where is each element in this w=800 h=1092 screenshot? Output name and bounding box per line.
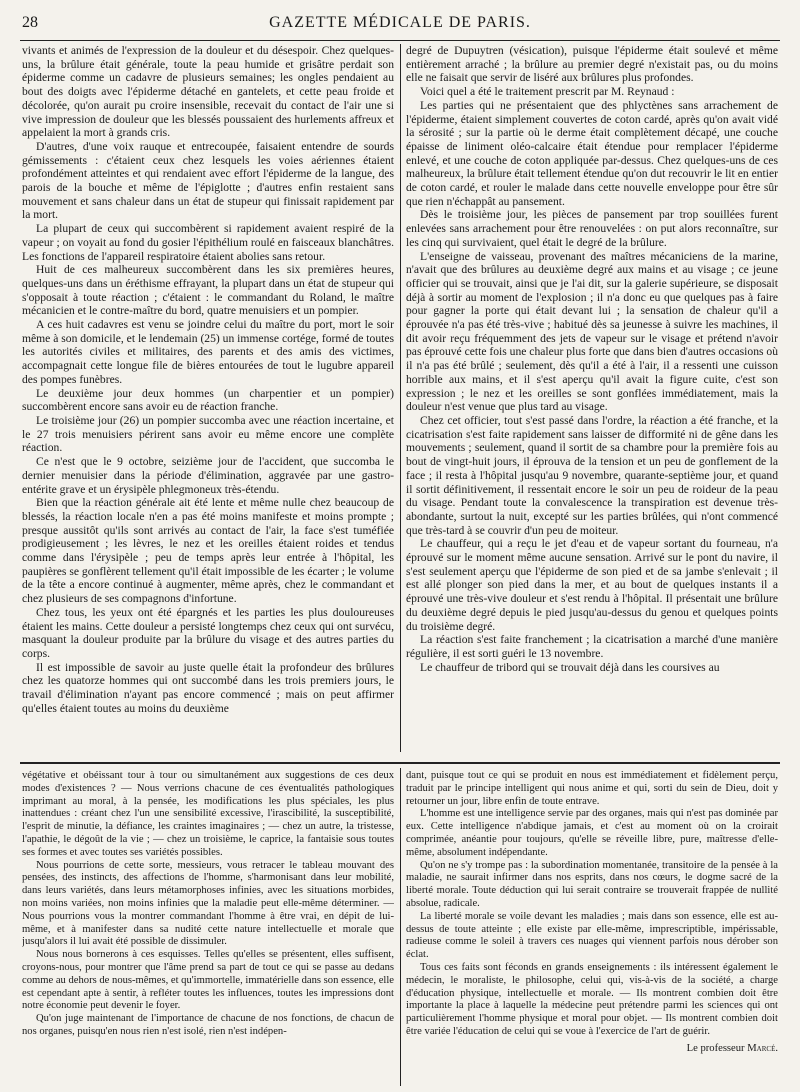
article-paragraph: D'autres, d'une voix rauque et entrecoupée, faisaient entendre de sourds gémissements : c'étaient ceux chez lesquels les voies aériennes étaient profondément atteintes et qui rendaient avec effort l'épiderme de la langue, des parois de la bouche et même de l'épiglotte ; d'autres enfin restaient sans mouvement et sans chaleur dans un état de stupeur qui finissait rapidement par la mort. (22, 139, 394, 222)
article-paragraph: degré de Dupuytren (vésication), puisque l'épiderme était soulevé et même entièrement arraché ; la brûlure au premier degré n'existait pas, ou du moins elle ne faisait que servir de liséré aux brûlures plus profondes. (406, 44, 778, 85)
article-paragraph: Dès le troisième jour, les pièces de pansement par trop souillées furent enlevées sans arrachement pour être renouvelées : on put alors reconnaître, sur les cinq qui survivaient, quel était le degré de la brûlure. (406, 208, 778, 249)
article-paragraph: Le chauffeur, qui a reçu le jet d'eau et de vapeur sortant du fourneau, n'a éprouvé sur le moment même aucune sensation. Arrivé sur le pont du navire, il s'est seulement aperçu que l'épiderme de son pied et de sa jambe s'enlevait ; il est allé plonger son pied dans la mer, et au bout de quelques instants il a éprouvé une très-vive douleur et s'est rendu à l'hôpital. Il présentait une brûlure du deuxième degré depuis le pied jusqu'au-dessus du genou et quelques points du troisième degré. (406, 537, 778, 633)
feuilleton-paragraph: La liberté morale se voile devant les maladies ; mais dans son essence, elle est au-dessus de toute atteinte ; elle existe par elle-même, imprescriptible, impérissable, radieuse comme le soleil à travers ces nuages qui viennent parfois nous dérober son éclat. (406, 910, 778, 961)
article-paragraph: A ces huit cadavres est venu se joindre celui du maître du port, mort le soir même à son domicile, et le lendemain (25) un immense cortége, formé de toutes les autorités civiles et militaires, des parents et des amis des victimes, accompagnait cette longue file de bières entourées de tout le lugubre appareil des pompes funèbres. (22, 318, 394, 386)
signature-prefix: Le professeur (686, 1042, 745, 1054)
article-paragraph: La plupart de ceux qui succombèrent si rapidement avaient respiré de la vapeur ; on voyait au fond du gosier l'épithélium roulé en faisceaux blanchâtres. Les fonctions de l'appareil respiratoire étaient abolies sans retour. (22, 222, 394, 263)
article-paragraph: Ce n'est que le 9 octobre, seizième jour de l'accident, que succomba le dernier menuisier dans la période d'élimination, aggravée par une gastro-entérite grave et un érysipèle phlegmoneux très-étendu. (22, 455, 394, 496)
article-paragraph: Bien que la réaction générale ait été lente et même nulle chez beaucoup de blessés, la réaction locale n'en a pas été moins manifeste et moins prompte ; presque aussitôt qu'ils sont arrivés au contact de l'air, la face s'est tuméfiée prodigieusement ; les lèvres, le nez et les oreilles étaient roides et tendus comme dans l'érysipèle ; peu de temps après leur entrée à l'hôpital, les paupières se gonflèrent tellement qu'il était impossible de les écarter ; le volume de la tête a encore continué à augmenter, même après, chez le commandant et chez plusieurs de ses compagnons d'infortune. (22, 496, 394, 606)
feuilleton-paragraph: Qu'on ne s'y trompe pas : la subordination momentanée, transitoire de la pensée à la maladie, ne saurait infirmer dans nos esprits, dans nos cœurs, le dogme sacré de la liberté morale. Toute déduction qui lui serait contraire se trouverait frappée de nullité absolue, radicale. (406, 859, 778, 909)
header-rule (20, 40, 780, 41)
article-paragraph: Il est impossible de savoir au juste quelle était la profondeur des brûlures chez les quatorze hommes qui ont succombé dans les trois premiers jours, le travail d'élimination n'ayant pas encore commencé ; mais on peut affirmer qu'elles étaient toutes au moins du deuxième (22, 660, 394, 715)
article-paragraph: Le troisième jour (26) un pompier succomba avec une réaction incertaine, et le 27 trois menuisiers périrent sans avoir eu même encore une complète réaction. (22, 413, 394, 455)
article-paragraph: Le chauffeur de tribord qui se trouvait déjà dans les coursives au (420, 660, 720, 674)
feuilleton-paragraph: végétative et obéissant tour à tour ou simultanément aux suggestions de ces deux modes d'existences ? — Nous verrions chacune de ces éventualités pathologiques imprimant au moral, à la pensée, les modifications les plus spéciales, les plus inattendues : créant chez l'un une sensibilité excessive, l'irascibilité, la susceptibilité, l'esprit de minutie, la défiance, les craintes imaginaires ; — chez un autre, la tristesse, l'apathie, le dégoût de la vie ; — chez un troisième, le caprice, la fantaisie sous toutes ses formes et avec toutes ses variétés possibles. (22, 770, 394, 858)
feuilleton-column-right (406, 770, 778, 1088)
author-signature (406, 1043, 778, 1056)
article-column-right (406, 44, 778, 754)
article-paragraph: Le deuxième jour deux hommes (un charpentier et un pompier) succombèrent encore sans avoir eu de réaction franche. (22, 386, 394, 414)
feuilleton-separator (20, 762, 780, 764)
feuilleton-divider (400, 768, 401, 1086)
journal-title: GAZETTE MÉDICALE DE PARIS. (269, 14, 531, 31)
article-paragraph: vivants et animés de l'expression de la douleur et du désespoir. Chez quelques-uns, la brûlure était générale, toute la peau humide et grisâtre perdait son épiderme comme un cadavre de plusieurs semaines; les ongles pendaient au bout des doigts avec l'épiderme détaché en gantelets, et cette peau froide et décolorée, qu'on aurait pu croire insensible, recevait du contact de l'air une si vive impression de douleur que les blessés poussaient des hurlements affreux et appelaient la mort à grands cris. (22, 44, 394, 140)
signature-name: Marcé. (747, 1042, 778, 1054)
feuilleton-paragraph: Qu'on juge maintenant de l'importance de chacune de nos fonctions, de chacun de nos organes, puisqu'en nous rien n'est isolé, rien n'est indépen- (22, 1013, 394, 1037)
article-paragraph: Voici quel a été le traitement prescrit par M. Reynaud : (420, 85, 675, 99)
page-number: 28 (22, 14, 38, 31)
feuilleton-paragraph: Tous ces faits sont féconds en grands enseignements : ils intéressent également le médecin, le moraliste, le philosophe, celui qui, vis-à-vis de la société, a charge d'éducation physique, intellectuelle et morale. — Ils montrent combien doit être importante la place à laquelle la médecine peut prétendre parmi les sciences qui ont particulièrement l'homme physique et moral pour objet. — Ils montrent combien doit être variée l'éducation de celui qui se voue à l'exercice de l'art de guérir. (406, 961, 778, 1037)
page-header (22, 14, 778, 36)
article-paragraph: Les parties qui ne présentaient que des phlyctènes sans arrachement de l'épiderme, étaient simplement couvertes de coton cardé, après qu'on avait vidé la sérosité ; sur la partie où le derme était complètement décapé, une couche épaisse de liniment oléo-calcaire était étendue pour remplacer l'épiderme enlevé, et une couche de coton appliquée par-dessus. Chez quelques-uns de ces malheureux, la brûlure était tellement étendue qu'on dut recouvrir le lit en entier de coton cardé, et rouler le malade dans cette nouvelle enveloppe pour être sûr que rien n'échappât au pansement. (406, 98, 778, 208)
article-paragraph: La réaction s'est faite franchement ; la cicatrisation a marché d'une manière régulière, il est sorti guéri le 13 novembre. (406, 633, 778, 660)
feuilleton-column-left (22, 770, 394, 1088)
feuilleton-paragraph: dant, puisque tout ce qui se produit en nous est immédiatement et fidèlement perçu, traduit par le principe intelligent qui nous anime et qui, sorti du sein de Dieu, doit y retourner un jour, libre enfin de toute entrave. (406, 770, 778, 807)
article-paragraph: Huit de ces malheureux succombèrent dans les six premières heures, quelques-uns dans un éréthisme effrayant, la plupart dans un état de stupeur qui s'opposait à toute réaction ; c'étaient : le commandant du Roland, le maître mécanicien et le contre-maître du bord, quatre menuisiers et un pompier. (22, 263, 394, 318)
feuilleton-paragraph: L'homme est une intelligence servie par des organes, mais qui n'est pas dominée par eux. Cette intelligence n'abdique jamais, et c'est au moment où on la croirait comprimée, anéantie pour toujours, qu'elle se réveille libre, pure, maîtresse d'elle-même, absolument indépendante. (406, 808, 778, 858)
article-paragraph: L'enseigne de vaisseau, provenant des maîtres mécaniciens de la marine, n'avait que des brûlures au deuxième degré aux mains et au visage ; ce jeune officier qui se trouvait, ainsi que je l'ai dit, sur la galerie supérieure, se disposait déjà à sortir au moment de l'explosion ; il n'a donc eu que quelques pas à faire pour gagner la porte qui était devant lui ; la sensation de chaleur qu'il a éprouvée n'a pas été très-vive ; habitué dès sa jeunesse à suivre les machines, il dit avoir reçu fréquemment des jets de vapeur sur le visage et prétend n'avoir pas éprouvé cette fois une chaleur plus forte que dans bien d'autres occasions où il n'a pas été brûlé ; seulement, dès qu'il a été à l'air, il a ressenti une cuisson horrible aux mains, et il s'est aperçu qu'il avait la figure cuite, c'est son expression ; le nez et les oreilles se sont gonflées immédiatement, mais la douleur n'est venue que plus tard au visage. (406, 249, 778, 414)
column-divider (400, 44, 401, 752)
article-paragraph: Chez tous, les yeux ont été épargnés et les parties les plus douloureuses étaient les mains. Cette douleur a persisté longtemps chez ceux qui ont survécu, masquant la douleur produite par la brûlure du visage et des autres parties du corps. (22, 605, 394, 660)
feuilleton-paragraph: Nous nous bornerons à ces esquisses. Telles qu'elles se présentent, elles suffisent, croyons-nous, pour montrer que l'âme prend sa part de tout ce qui se passe au dedans comme au dehors de nous-mêmes, et qu'immortelle, immatérielle dans son essence, elle est cependant apte à sentir, à refléter toutes les influences, toutes les impressions dont notre économie peut devenir le foyer. (22, 949, 394, 1012)
article-column-left (22, 44, 394, 754)
article-paragraph: Chez cet officier, tout s'est passé dans l'ordre, la réaction a été franche, et la cicatrisation s'est faite rapidement sans laisser de difformité ni de gêne dans les mouvements ; seulement, quand il sortit de sa chambre pour la première fois au bout de vingt-huit jours, il éprouva de la tension et un peu de gonflement de la face ; il resta à l'hôpital jusqu'au 9 novembre, quarante-septième jour, et quand il sortit définitivement, il ressentait encore le soir un peu de roideur de la peau du visage. Pendant toute la convalescence la transpiration est devenue très-abondante, surtout la nuit, excepté sur les parties brûlées, qui n'ont commencé que très-tard à se couvrir d'un peu de moiteur. (406, 413, 778, 537)
feuilleton-paragraph: Nous pourrions de cette sorte, messieurs, vous retracer le tableau mouvant des pensées, des instincts, des affections de l'homme, s'harmonisant dans leur mobilité, dans leurs variétés, dans leurs métamorphoses infinies, avec les situations morbides, non moins variées, non moins infinies que la maladie peut elle-même déterminer. — Nous pourrions vous la montrer commandant l'homme à être vrai, en dépit de lui-même, et à manifester dans sa nudité cette nature intellectuelle et morale que jusqu'alors il lui avait été possible de dissimuler. (22, 859, 394, 948)
